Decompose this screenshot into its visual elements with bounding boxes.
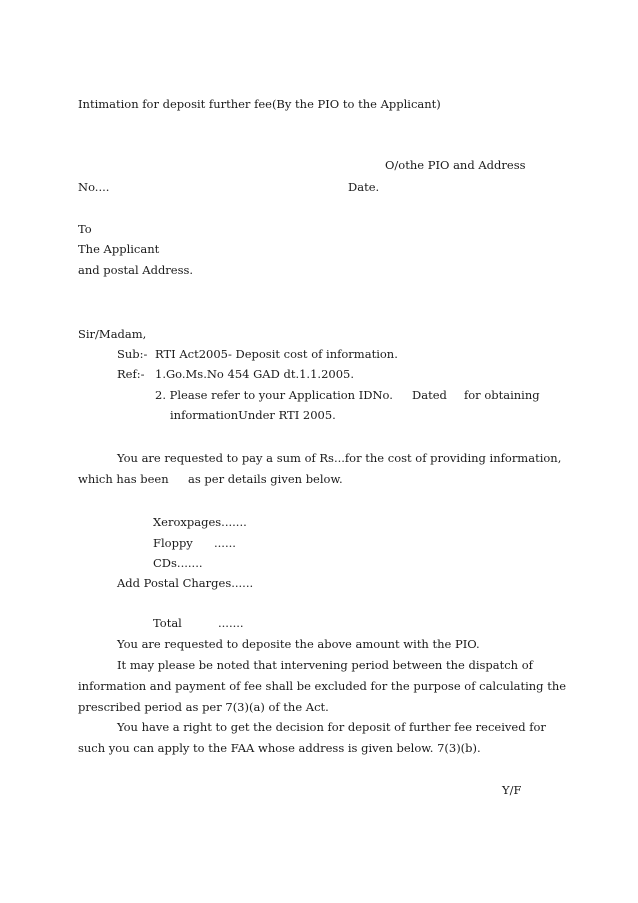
detail-total-value: ....... bbox=[218, 616, 244, 630]
subject-label: Sub:- bbox=[117, 347, 148, 361]
detail-total-label: Total bbox=[153, 616, 182, 630]
payment-request-line-2a: which has been bbox=[78, 472, 169, 486]
to-label: To bbox=[78, 222, 92, 236]
note-line-2: information and payment of fee shall be excluded for the purpose of calculating the bbox=[78, 679, 567, 693]
rights-line-1: You have a right to get the decision for deposit of further fee received for bbox=[117, 720, 546, 734]
applicant-label: The Applicant bbox=[78, 242, 160, 256]
reference-item-2-continuation: informationUnder RTI 2005. bbox=[170, 408, 336, 422]
payment-request-line-2b: as per details given below. bbox=[188, 472, 343, 486]
reference-item-2-purpose: for obtaining bbox=[464, 388, 540, 402]
detail-xerox: Xeroxpages....... bbox=[153, 515, 247, 529]
reference-item-2: 2. Please refer to your Application IDNo. bbox=[155, 388, 393, 402]
document-title: Intimation for deposit further fee(By the PIO to the Applicant) bbox=[78, 97, 441, 111]
detail-floppy-value: ...... bbox=[214, 536, 236, 550]
postal-address-label: and postal Address. bbox=[78, 263, 194, 277]
note-line-3: prescribed period as per 7(3)(a) of the Act. bbox=[78, 700, 329, 714]
deposit-request: You are requested to deposite the above amount with the PIO. bbox=[117, 637, 480, 651]
reference-item-2-dated: Dated bbox=[412, 388, 447, 402]
detail-floppy-label: Floppy bbox=[153, 536, 193, 550]
footer-marker: Y/F bbox=[502, 783, 522, 797]
detail-postal-charges: Add Postal Charges...... bbox=[117, 576, 254, 590]
reference-number: No.... bbox=[78, 180, 110, 194]
detail-cds: CDs....... bbox=[153, 556, 203, 570]
reference-label: Ref:- bbox=[117, 367, 145, 381]
payment-request-line-1: You are requested to pay a sum of Rs...for the cost of providing information, bbox=[117, 451, 562, 465]
subject-text: RTI Act2005- Deposit cost of information. bbox=[155, 347, 398, 361]
office-address-line: O/othe PIO and Address bbox=[385, 158, 526, 172]
date-label: Date. bbox=[348, 180, 380, 194]
rights-line-2: such you can apply to the FAA whose address is given below. 7(3)(b). bbox=[78, 741, 481, 755]
reference-item-1: 1.Go.Ms.No 454 GAD dt.1.1.2005. bbox=[155, 367, 354, 381]
note-line-1: It may please be noted that intervening period between the dispatch of bbox=[117, 658, 533, 672]
salutation: Sir/Madam, bbox=[78, 327, 147, 341]
